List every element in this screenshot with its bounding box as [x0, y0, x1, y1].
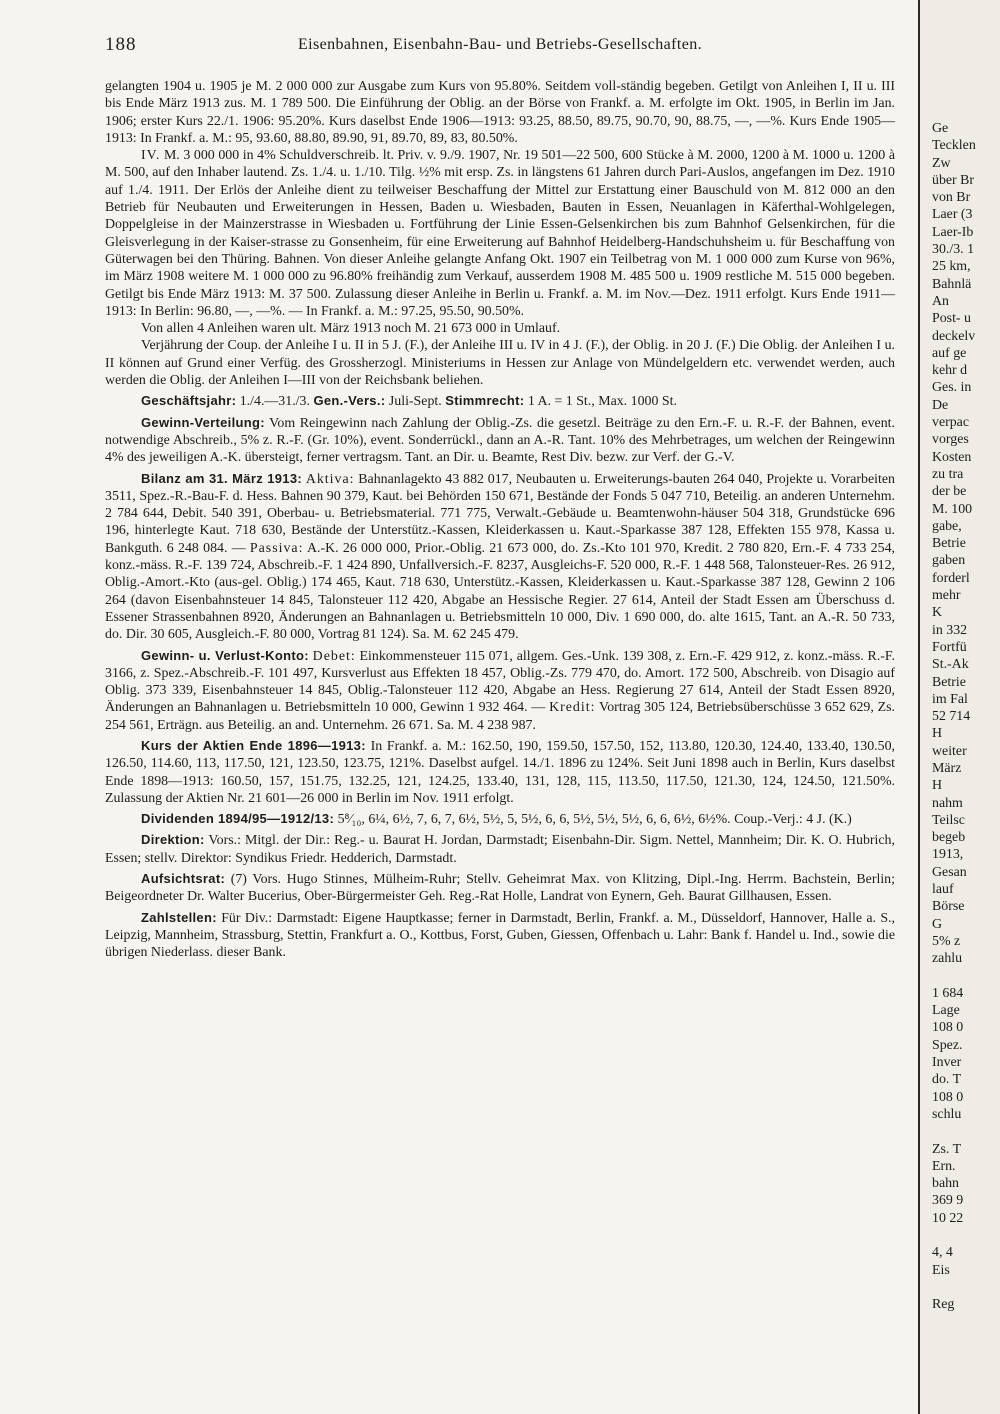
right-column-fragment: deckelv — [932, 328, 976, 344]
zahlstellen-label: Zahlstellen: — [141, 909, 217, 925]
right-column-fragment: Zw — [932, 155, 951, 171]
right-column-fragment: H — [932, 778, 943, 794]
right-column-fragment: vorges — [932, 432, 969, 448]
right-column-fragment: 5% z — [932, 933, 961, 949]
right-column-fragment: Zs. T — [932, 1141, 962, 1157]
right-column-fragment: Betrie — [932, 536, 966, 552]
right-column-fragment: Kosten — [932, 449, 972, 465]
aufsichtsrat-label: Aufsichtsrat: — [141, 871, 226, 887]
right-column-fragment: 1913, — [932, 847, 964, 863]
paragraph-geschaeftsjahr — [105, 392, 895, 410]
guv-kredit-text: Vortrag 305 124, Betriebsüberschüsse 3 652 629, Zs. 254 561, Erträgn. aus Beteilig. an and. Unternehm. 26 671. Sa. M. 4 238 987. — [105, 700, 895, 733]
paragraph-direktion — [105, 831, 895, 867]
bilanz-aktiva-text: Bahnanlagekto 43 882 017, Neubauten u. Erweiterungs-bauten 264 040, Projekte u. Vorarbeiten 3511, Spez.-R.-Bau-F. d. Hess. Bahnen 90 379, Kaut. bei Behörden 150 671, Bestände der Fonds 5 047 710, Beteilig. an anderen Unternehm. 2 784 644, Debit. 540 391, Oberbau- u. Betriebsmaterial. 771 775, Verwalt.-Gebäude u. Beamtenwohn-häuser 504 318, Grundstücke 696 196, hinterlegte Kaut. 718 630, Bestände der Unterstütz.-Kassen, Kleiderkassen u. Kaut.-Sparkasse 387 128, Effekten 155 978, Kassa u. Bankguth. 6 248 084. — — [105, 471, 895, 556]
right-column-fragment: Reg — [932, 1297, 955, 1313]
paragraph-bilanz — [105, 470, 895, 644]
right-column-fragment — [932, 1123, 1000, 1140]
paragraph-gewinnverteilung — [105, 414, 895, 467]
guv-debet-label: Debet: — [312, 648, 356, 664]
guv-kredit-label: Kredit: — [549, 700, 596, 716]
kurs-text: In Frankf. a. M.: 162.50, 190, 159.50, 157.50, 152, 113.80, 120.30, 124.40, 133.40, 130.50, 126.50, 114.60, 113, 117.50, 121, 123.50, 123.75, 121%. Daselbst aufgel. 14./1. 1896 zu 124%. Seit Juni 1898 auch in Berlin, Kurs daselbst Ende 1898—1913: 160.50, 157, 151.75, 132.25, 121, 124.25, 133.40, 131, 128, 115, 113.50, 117.50, 121.30, 124, 124.50, 121.50%. Zulassung der Aktien Nr. 21 601—26 000 in Berlin im Nov. 1911 erfolgt. — [105, 738, 895, 806]
right-column-fragment: 25 km, — [932, 259, 971, 275]
right-column-fragment: Börse — [932, 899, 965, 915]
right-column-fragment: 1 684 — [932, 985, 964, 1001]
paragraph-kurs — [105, 737, 895, 807]
paragraph-aufsichtsrat — [105, 870, 895, 906]
right-column-fragment: De — [932, 397, 949, 413]
stimmrecht-value: 1 A. = 1 St., Max. 1000 St. — [527, 394, 677, 410]
right-column-fragment — [932, 1279, 1000, 1296]
bilanz-passiva-text: A.-K. 26 000 000, Prior.-Oblig. 21 673 000, do. Zs.-Kto 101 970, Kredit. 2 780 820, Ern.-F. 4 733 254, konz.-mäss. R.-F. 139 724, Abschreib.-F. 1 424 890, Unfallversich.-F. 8237, Ausgleichs-F. 520 000, R.-F. 1 448 568, Talonsteuer-Res. 26 912, Oblig.-Amort.-Kto (aus-gel. Oblig.) 174 465, Kaut. 718 630, Unterstütz.-Kassen, Kleiderkassen u. Kaut.-Sparkasse 387 128, Gewinn 2 106 264 (davon Eisenbahnsteuer 14 845, Talonsteuer 112 420, Abgabe an Hessische Regier. 27 614, Anteil der Stadt Essen am Überschuss d. Essener Strassenbahnen 8920, Änderungen an Bahnanlagen u. Betriebsmitteln 10 000, Div. 1 690 000, do. alte 1615, Tant. an A.-R. 50 733, do. Dir. 30 605, Ausgleich.-F. 80 000, Vortrag 81 124). Sa. M. 62 245 479. — [105, 540, 895, 643]
right-column-fragment: begeb — [932, 830, 966, 846]
paragraph-verjaehrung: Verjährung der Coup. der Anleihe I u. II in 5 J. (F.), der Anleihe III u. IV in 4 J. (F.), der Oblig. in 20 J. (F.) Die Oblig. der Anleihen I u. II können auf Grund einer Verfüg. des Grossherzogl. Ministeriums in Hessen zur Anlage von Mündelgeldern etc. verwendet werden, auch werden die Oblig. der Anleihen I—III von der Reichsbank beliehen. — [105, 338, 895, 389]
right-column-fragment: G — [932, 916, 943, 932]
loan-iv-numeral: IV. — [141, 148, 161, 164]
right-column-fragment: Ges. in — [932, 380, 972, 396]
right-column-fragment: im Fal — [932, 691, 968, 707]
right-column-fragment: Inver — [932, 1055, 962, 1071]
paragraph-guv — [105, 647, 895, 734]
right-column-fragment: auf ge — [932, 345, 967, 361]
running-title: Eisenbahnen, Eisenbahn-Bau- und Betriebs-Gesellschaften. — [297, 36, 703, 53]
geschaeftsjahr-label: Geschäftsjahr: — [141, 393, 237, 409]
paragraph-dividenden — [105, 810, 895, 828]
page-number: 188 — [105, 34, 137, 55]
right-column-fragment: Spez. — [932, 1037, 963, 1053]
right-column-fragment: St.-Ak — [932, 657, 969, 673]
right-column-fragment: forderl — [932, 570, 970, 586]
right-column-fragment: 30./3. 1 — [932, 242, 975, 258]
aufsichtsrat-text: (7) Vors. Hugo Stinnes, Mülheim-Ruhr; Stellv. Geheimrat Max. von Klitzing, Dipl.-Ing. Herrm. Bachstein, Berlin; Beigeordneter Dr. Walter Bucerius, Ober-Bürgermeister Geh. Reg.-Rat Holle, Landrat von Eynern, Geh. Baurat Gillhausen, Essen. — [105, 872, 895, 905]
right-column-fragment: Ge — [932, 121, 949, 136]
right-column-fragment: zahlu — [932, 951, 963, 967]
right-column-fragment: der be — [932, 484, 967, 500]
page-header — [105, 34, 895, 60]
right-column-fragment: in 332 — [932, 622, 968, 638]
right-column-fragment: Eis — [932, 1262, 950, 1278]
right-column-fragment: K — [932, 605, 943, 621]
right-column-fragment: 52 714 — [932, 709, 971, 725]
loan-iv-text: M. 3 000 000 in 4% Schuldverschreib. lt. Priv. v. 9./9. 1907, Nr. 19 501—22 500, 600 Stücke à M. 2000, 1200 à M. 1000 u. 1200 à M. 500, auf den Inhaber lautend. Zs. 1./4. u. 1./10. Tilg. ½% mit ersp. Zs. in längstens 61 Jahren durch Pari-Auslos, angefangen im Dez. 1910 auf 1./4. 1911. Der Erlös der Anleihe dient zu teilweiser Beschaffung der Mittel zur Erstattung einer Bauschuld von M. 812 000 an den Betrieb für Neubauten und Erweiterungen in Hessen, Baden u. Wiesbaden, Bauten in Essen, Neuanlagen in Käferthal-Wohlgelegen, Doppelgleise in der Mainzerstrasse in Wiesbaden u. Fortführung der Linie Essen-Gelsenkirchen bis zum Bahnhof Gelsenkirchen, für die Gleisverlegung in der Kaiser-strasse zu Gonsenheim, für eine Erweiterung auf Bahnhof Heidelberg-Handschuhsheim u. für Beschaffung von Güterwagen bei den Thüring. Bahnen. Von dieser Anleihe gelangte Anfang Okt. 1907 ein Teilbetrag von M. 1 000 000 zum Kurse von 96%, im März 1908 weitere M. 1 000 000 zu 96.80% freihändig zum Verkauf, ausserdem 1908 M. 485 500 u. 1909 restliche M. 515 000 begeben. Getilgt bis Ende März 1913: M. 37 500. Zulassung dieser Anleihe in Berlin u. Frankf. a. M. im Nov.—Dez. 1911 erfolgt. Kurs Ende 1911—1913: In Berlin: 96.80, —, —%. — In Frankf. a. M.: 97.25, 95.50, 90.50%. — [105, 148, 895, 319]
guv-label: Gewinn- u. Verlust-Konto: — [141, 647, 309, 663]
guv-debet-text: Einkommensteuer 115 071, allgem. Ges.-Unk. 139 308, z. Ern.-F. 429 912, z. konz.-mäss. R.-F. 3166, z. Spez.-Abschreib.-F. 101 497, Kursverlust aus Effekten 18 457, Oblig.-Zs. 779 470, do. Amort. 172 500, Abschreib. von Disagio auf Oblig. 373 339, Eisenbahnsteuer 14 845, Oblig.-Talonsteuer 112 420, Abgabe an Hess. Regierung 27 614, Anteil der Stadt Essen 8920, Änderungen an Bahnanlagen u. Betriebsmitteln 10 000, Gewinn 1 932 464. — — [105, 648, 895, 716]
bilanz-aktiva-label: Aktiva: — [305, 471, 355, 487]
right-column-fragment: 10 22 — [932, 1210, 964, 1226]
right-column-fragment: kehr d — [932, 363, 968, 379]
right-column-fragment: Lage — [932, 1003, 960, 1019]
right-column-fragment: Tecklen — [932, 138, 976, 154]
right-column-fragment: Gesan — [932, 864, 967, 880]
right-column-fragment: An — [932, 293, 949, 309]
genvers-value: Juli-Sept. — [388, 394, 442, 410]
stimmrecht-label: Stimmrecht: — [445, 393, 525, 409]
column-divider — [918, 0, 920, 1414]
gewinnverteilung-text: Vom Reingewinn nach Zahlung der Oblig.-Zs. die gesetzl. Beiträge zu den Ern.-F. u. R.-F. der Bahnen, event. notwendige Abschreib., 5% z. R.-F. (Gr. 10%), event. Sonderrückl., dann an A.-R. Tant. 10% des Mehrbetrages, um welchen der Reingewinn 4% des jeweiligen A.-K. übersteigt, ferner vertragsm. Tant. an Dir. u. Beamte, Rest Div. bezw. zur Verf. der G.-V. — [105, 415, 895, 466]
right-column-fragment: H — [932, 726, 943, 742]
right-column-fragment: 108 0 — [932, 1020, 964, 1036]
geschaeftsjahr-value: 1./4.—31./3. — [239, 394, 310, 410]
bilanz-passiva-label: Passiva: — [249, 540, 304, 556]
paragraph-zahlstellen — [105, 909, 895, 962]
right-column-fragment: weiter — [932, 743, 967, 759]
right-column-fragment: gabe, — [932, 518, 962, 534]
gewinnverteilung-label: Gewinn-Verteilung: — [141, 414, 265, 430]
adjacent-page-column — [932, 120, 1000, 1414]
right-column-fragment: do. T — [932, 1072, 962, 1088]
right-column-fragment: Betrie — [932, 674, 966, 690]
right-column-fragment: lauf — [932, 882, 954, 898]
right-column-fragment: von Br — [932, 190, 971, 206]
right-column-fragment: Laer (3 — [932, 207, 973, 223]
right-column-fragment: zu tra — [932, 466, 964, 482]
kurs-label: Kurs der Aktien Ende 1896—1913: — [141, 737, 366, 753]
dividenden-text: 5⁸⁄₁₀, 6¼, 6½, 7, 6, 7, 6½, 5½, 5, 5½, 6, 6, 5½, 5½, 5½, 6, 6, 6½, 6½%. Coup.-Verj.: 4 J. (K.) — [337, 812, 852, 828]
right-column-fragment: Post- u — [932, 311, 971, 327]
direktion-label: Direktion: — [141, 832, 205, 848]
right-column-fragment: bahn — [932, 1176, 960, 1192]
right-column-fragment: mehr — [932, 588, 961, 604]
paragraph-continued-loan: gelangten 1904 u. 1905 je M. 2 000 000 zur Ausgabe zum Kurs von 95.80%. Seitdem voll-ständig begeben. Getilgt von Anleihen I, II u. III bis Ende März 1913 zus. M. 1 789 500. Die Einführung der Oblig. an der Börse von Frankf. a. M. erfolgte im Okt. 1905, in Berlin im Jan. 1906; erster Kurs 22./1. 1906: 95.20%. Kurs daselbst Ende 1906—1913: 93.25, 88.50, 89.75, 90.70, 90, 88.75, —, —%. Kurs Ende 1905—1913: In Frankf. a. M.: 95, 93.60, 88.80, 89.90, 91, 89.70, 89, 83, 80.50%. — [105, 79, 895, 146]
right-column-fragment: verpac — [932, 415, 970, 431]
right-column-fragment: 108 0 — [932, 1089, 964, 1105]
direktion-text: Vors.: Mitgl. der Dir.: Reg.- u. Baurat H. Jordan, Darmstadt; Eisenbahn-Dir. Sigm. Nettel, Mannheim; Dir. K. O. Hubrich, Essen; stellv. Direktor: Syndikus Friedr. Hedderich, Darmstadt. — [105, 833, 895, 866]
right-column-fragment: Laer-Ib — [932, 224, 974, 240]
right-column-fragment: Bahnlä — [932, 276, 972, 292]
right-column-fragment: Ern. — [932, 1158, 956, 1174]
right-column-fragment: März — [932, 760, 962, 776]
genvers-label: Gen.-Vers.: — [313, 393, 386, 409]
right-column-fragment — [932, 968, 1000, 985]
main-column — [105, 78, 895, 962]
right-column-fragment: über Br — [932, 172, 975, 188]
right-column-fragment: nahm — [932, 795, 963, 811]
right-column-fragment: Fortfü — [932, 639, 967, 655]
right-column-fragment — [932, 1227, 1000, 1244]
paragraph-outstanding: Von allen 4 Anleihen waren ult. März 1913 noch M. 21 673 000 in Umlauf. — [141, 321, 561, 337]
right-column-fragment: schlu — [932, 1106, 962, 1122]
right-column-fragment: Teilsc — [932, 812, 965, 828]
right-column-fragment: gaben — [932, 553, 966, 569]
right-column-fragment: M. 100 — [932, 501, 973, 517]
dividenden-label: Dividenden 1894/95—1912/13: — [141, 811, 335, 827]
paragraph-loan-iv — [105, 147, 895, 320]
right-column-fragment: 369 9 — [932, 1193, 964, 1209]
right-column-fragment: 4, 4 — [932, 1245, 953, 1261]
bilanz-label: Bilanz am 31. März 1913: — [141, 470, 302, 486]
zahlstellen-text: Für Div.: Darmstadt: Eigene Hauptkasse; ferner in Darmstadt, Berlin, Frankf. a. M., Düsseldorf, Hannover, Halle a. S., Leipzig, Mannheim, Strassburg, Stettin, Frankfurt a. O., Kottbus, Forst, Guben, Giessen, Offenbach u. Lahr: Bank f. Handel u. Ind., sowie die übrigen Niederlass. dieser Bank. — [105, 910, 895, 961]
